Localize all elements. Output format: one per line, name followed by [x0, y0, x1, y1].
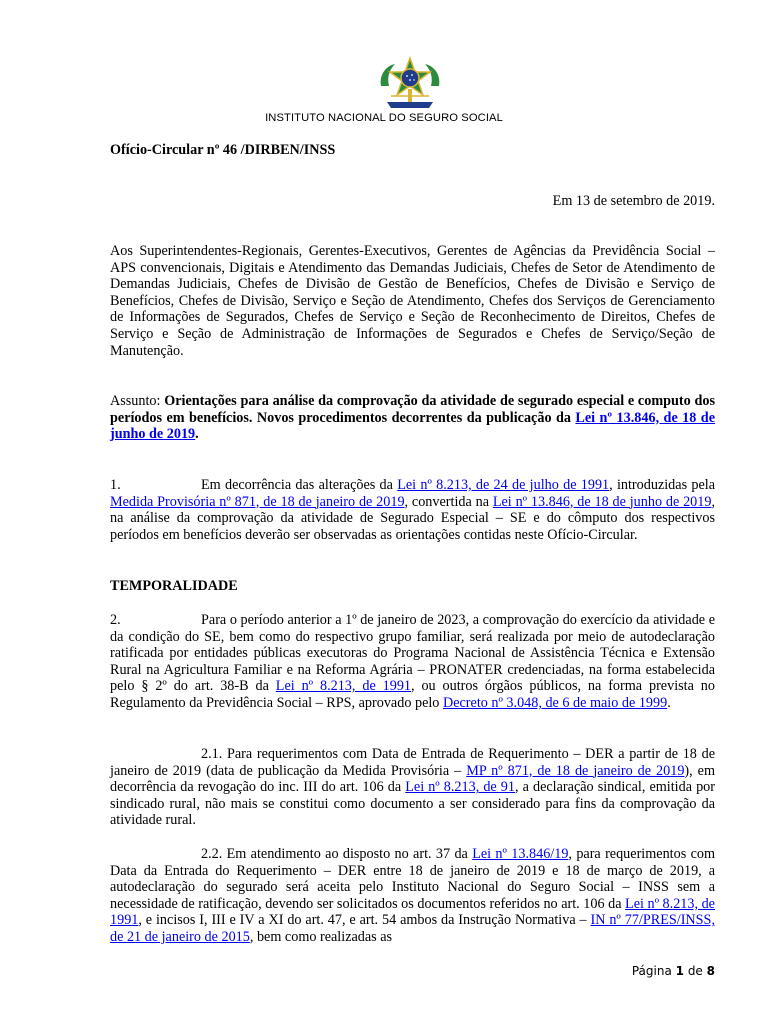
paragraph-text: Em decorrência das alterações da — [201, 477, 398, 493]
paragraph-2-1 — [110, 746, 715, 829]
page-of: de — [684, 964, 707, 978]
paragraph-text: , bem como realizadas as — [249, 928, 393, 945]
document-title: Ofício-Circular nº 46 /DIRBEN/INSS — [110, 142, 336, 158]
section-heading-temporalidade: TEMPORALIDADE — [110, 578, 238, 594]
paragraph-text: , na análise da comprovação da atividade de Segurado Especial – SE e do cômputo dos respectivos períodos em benefícios deverão ser observadas as orientações contidas neste Ofício-Circular. — [110, 493, 716, 543]
subject-label: Assunto: — [110, 393, 165, 409]
paragraph-text: ), em decorrência da revogação do inc. III do art. 106 da — [110, 762, 715, 796]
paragraph-text: , para requerimentos com Data da Entrada do Requerimento – DER entre 18 de janeiro de 2019 e 18 de março de 2019, a autodeclaração do segurado será aceita pelo Instituto Nacional do Seguro Social – INSS sem a necessidade de ratificação, devendo ser solicitados os documentos referidos no art. 106 da — [110, 846, 715, 912]
paragraph-text: Para o período anterior a 1º de janeiro de 2023, a comprovação do exercício da atividade e da condição do SE, bem como do respectivo grupo familiar, será realizada por meio de autodeclaração ratificada por entidades públicas executoras do Programa Nacional de Assistência Técnica e Extensão Rural na Agricultura Familiar e na Reforma Agrária – PRONATER credenciadas, na forma estabelecida pelo § 2º do art. 38-B da — [110, 612, 715, 695]
paragraph-number: 2. — [110, 612, 121, 628]
mp-871-link[interactable]: MP nº 871, de 18 de janeiro de 2019 — [466, 762, 685, 779]
addressees-paragraph: Aos Superintendentes-Regionais, Gerentes-Executivos, Gerentes de Agências da Previdência Social – APS convencionais, Digitais e Atendimento das Demandas Judiciais, Chefes de Setor de Atendimento de Demandas Judiciais, Chefes de Divisão de Gestão de Benefícios, Chefes de Divisão e Serviço de Benefícios, Chefes de Divisão, Serviço e Seção de Atendimento, Chefes dos Serviços de Gerenciamento de Informações de Segurados, Chefes de Serviço e Seção de Reconhecimento de Direitos, Chefes de Serviço e Seção de Administração de Informações de Segurados e Chefes de Serviço/Seção de Manutenção. — [110, 243, 715, 359]
total-pages: 8 — [706, 964, 715, 978]
paragraph-text: 2.1. Para requerimentos com Data de Entrada de Requerimento – DER a partir de 18 de janeiro de 2019 (data de publicação da Medida Provisória – — [110, 746, 715, 779]
law-8213-1991-link[interactable]: Lei nº 8.213, de 1991 — [110, 895, 715, 929]
paragraph-text: . — [667, 694, 671, 711]
document-date: Em 13 de setembro de 2019. — [552, 193, 715, 209]
paragraph-2-2 — [110, 846, 715, 946]
paragraph-text: , a declaração sindical, emitida por sindicado rural, não mais se constitui como documento a ser considerado para fins da comprovação da atividade rural. — [110, 779, 716, 829]
subject-text: Orientações para análise da comprovação da atividade de segurado especial e computo dos períodos em benefícios. Novos procedimentos decorrentes da publicação da — [110, 393, 716, 426]
law-13846-19-link[interactable]: Lei nº 13.846/19 — [472, 846, 569, 862]
paragraph-number: 1. — [110, 477, 121, 493]
paragraph-text: , ou outros órgãos públicos, na forma prevista no Regulamento da Previdência Social – RPS, aprovado pelo — [110, 678, 715, 711]
paragraph-text: , introduzidas pela — [609, 477, 715, 493]
subject-law-link[interactable]: Lei nº 13.846, de 18 de junho de 2019 — [110, 409, 715, 443]
law-8213-1991-link[interactable]: Lei nº 8.213, de 1991 — [275, 678, 412, 695]
paragraph-text: , e incisos I, III e IV a XI do art. 47, e art. 54 ambos da Instrução Normativa – — [138, 912, 591, 929]
in-77-link[interactable]: IN nº 77/PRES/INSS, de 21 de janeiro de 2015 — [110, 912, 715, 945]
paragraph-2 — [110, 612, 715, 712]
law-8213-link[interactable]: Lei nº 8.213, de 24 de julho de 1991 — [397, 477, 610, 493]
subject-paragraph — [110, 393, 715, 443]
brazil-coat-of-arms-icon — [377, 56, 443, 114]
law-8213-91-link[interactable]: Lei nº 8.213, de 91 — [405, 779, 515, 796]
page-label: Página — [631, 964, 676, 978]
law-13846-link[interactable]: Lei nº 13.846, de 18 de junho de 2019 — [492, 493, 712, 510]
mp-871-link[interactable]: Medida Provisória nº 871, de 18 de janeiro de 2019 — [110, 493, 405, 510]
paragraph-1 — [110, 477, 715, 543]
institute-name: INSTITUTO NACIONAL DO SEGURO SOCIAL — [265, 112, 503, 124]
current-page: 1 — [675, 964, 684, 978]
subject-end: . — [195, 426, 199, 443]
page-number-footer — [632, 964, 715, 978]
paragraph-text: , convertida na — [404, 493, 493, 510]
decree-3048-link[interactable]: Decreto nº 3.048, de 6 de maio de 1999 — [442, 694, 668, 711]
paragraph-text: 2.2. Em atendimento ao disposto no art. 37 da — [201, 846, 473, 862]
